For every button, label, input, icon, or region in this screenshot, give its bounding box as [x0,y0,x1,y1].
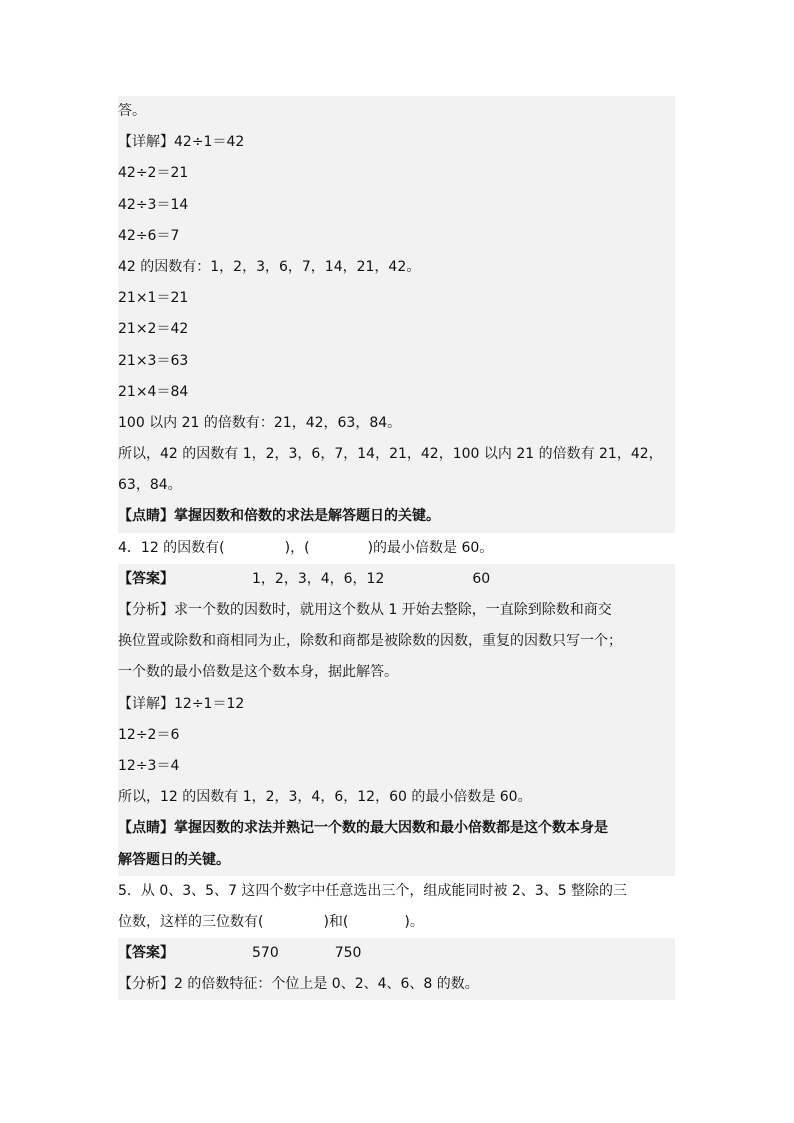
detail-line: 12÷3＝4 [118,751,675,782]
question-5-prefix: 位数，这样的三位数有( [118,913,264,930]
document-page [118,96,675,1000]
text-line: 【详解】42÷1＝42 [118,127,675,158]
detail-line: 【详解】12÷1＝12 [118,689,675,720]
question-5-line-1: 5．从 0、3、5、7 这四个数字中任意选出三个，组成能同时被 2、3、5 整除的三 [118,882,628,899]
text-line: 21×1＝21 [118,283,675,314]
answer-value: 570 [252,945,279,962]
comment-line: 解答题日的关键。 [118,845,675,876]
question-4-mid: )，( [284,539,310,556]
question-5-suffix: )。 [404,913,424,930]
text-line: 21×2＝42 [118,314,675,345]
question-4-suffix: )的最小倍数是 60。 [367,539,494,556]
answer-value: 1，2，3，4，6，12 [252,570,385,587]
answer-value: 60 [472,570,491,587]
text-line: 答。 [118,96,675,127]
question-5-line-2 [118,907,675,938]
detail-line: 所以，12 的因数有 1，2，3，4，6，12，60 的最小倍数是 60。 [118,782,675,813]
analysis-line: 【分析】求一个数的因数时，就用这个数从 1 开始去整除，一直除到除数和商交 [118,595,675,626]
answer-line [118,564,675,595]
answer-label: 【答案】 [118,570,174,587]
text-line: 100 以内 21 的倍数有：21，42，63，84。 [118,408,675,439]
answer-label: 【答案】 [118,945,174,962]
question-4-prefix: 4．12 的因数有( [118,539,225,556]
answer-value: 750 [334,945,362,962]
analysis-line: 换位置或除数和商相同为止，除数和商都是被除数的因数，重复的因数只写一个； [118,626,675,657]
text-line: 42 的因数有：1，2，3，6，7，14，21，42。 [118,252,675,283]
answer-line [118,938,675,969]
comment-line: 【点睛】掌握因数的求法并熟记一个数的最大因数和最小倍数都是这个数本身是 [118,813,675,844]
analysis-line: 【分析】2 的倍数特征：个位上是 0、2、4、6、8 的数。 [118,969,675,1000]
text-line: 63，84。 [118,470,675,501]
text-line: 42÷6＝7 [118,221,675,252]
question-5-mid: )和( [323,913,349,930]
text-line: 42÷3＝14 [118,190,675,221]
comment-line: 【点睛】掌握因数和倍数的求法是解答题日的关键。 [118,501,675,532]
text-line: 所以，42 的因数有 1，2，3，6，7，14，21，42，100 以内 21 的倍数有 21，42， [118,439,675,470]
detail-line: 12÷2＝6 [118,720,675,751]
text-line: 42÷2＝21 [118,158,675,189]
text-line: 21×3＝63 [118,346,675,377]
analysis-line: 一个数的最小倍数是这个数本身，据此解答。 [118,657,675,688]
question-4 [118,533,675,564]
text-line: 21×4＝84 [118,377,675,408]
